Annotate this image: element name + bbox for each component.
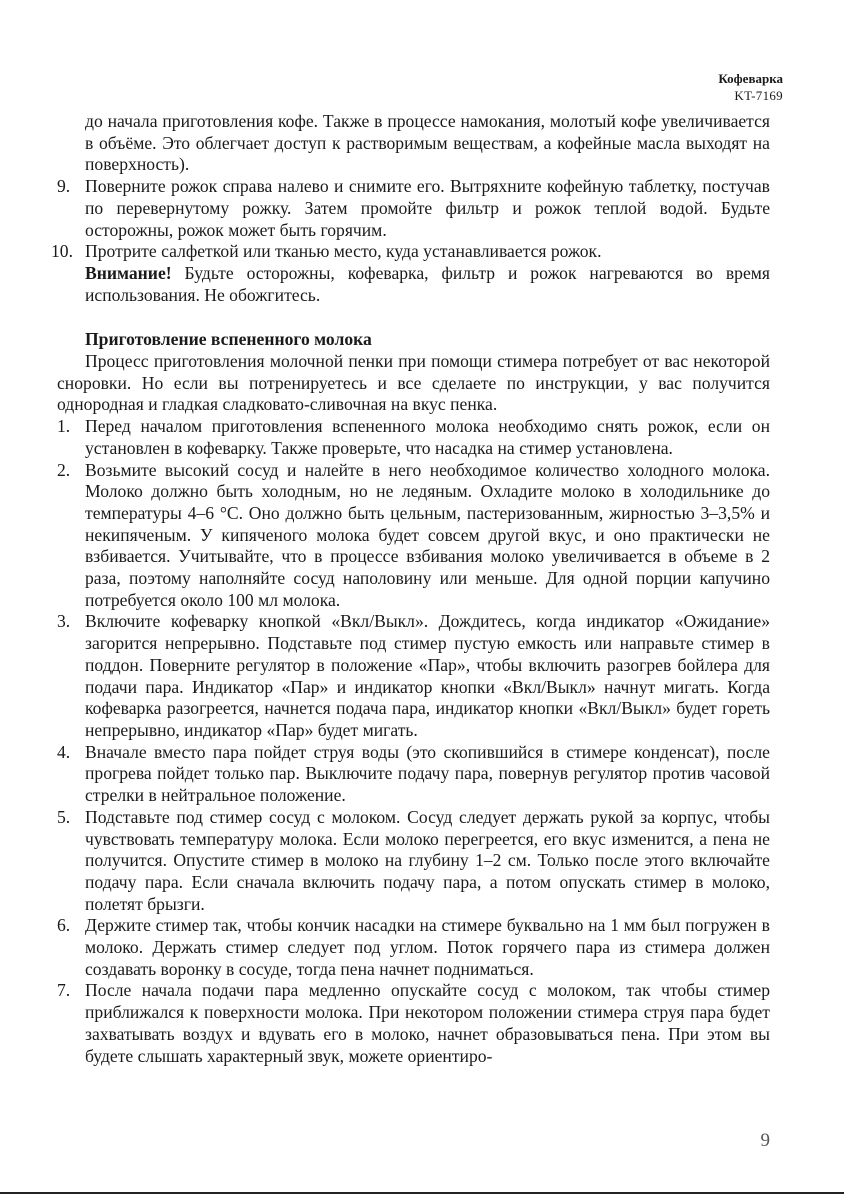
list-number: 4. — [57, 741, 71, 762]
list-item — [57, 742, 770, 807]
list-number: 9. — [57, 176, 71, 197]
list-text: Подставьте под стимер сосуд с молоком. Сосуд следует держать рукой за корпус, чтобы чувствовать температуру молока. Если молоко перегреется, его вкус изменится, а пена не получится. Опустите стимер в молоко на глубину 1–2 см. Только после этого включайте подачу пара. Если сначала включить подачу пара, а потом опускать стимер в молоко, полетят брызги. — [85, 806, 770, 914]
page-header — [718, 70, 783, 104]
list-item — [57, 460, 770, 612]
list-text: Возьмите высокий сосуд и налейте в него необходимое количество холодного молока. Молоко должно быть холодным, но не ледяным. Охладите молоко в холодильнике до температуры 4–6 °С. Оно должно быть цельным, пастеризованным, жирностью 3–3,5% и некипяченым. У кипяченого молока будет совсем другой вкус, и оно практически не взбивается. Учитывайте, что в процессе взбивания молоко увеличивается в объеме в 2 раза, поэтому наполняйте сосуд наполовину или меньше. Для одной порции капучино потребуется около 100 мл молока. — [85, 459, 770, 610]
footer-divider — [0, 1192, 844, 1194]
list-number: 10. — [51, 241, 73, 262]
list-item — [57, 416, 770, 459]
section-intro: Процесс приготовления молочной пенки при помощи стимера потребует от вас некоторой сноровки. Но если вы потренируетесь и все сделаете по инструкции, у вас получится однородная и гладкая сладковато-сливочная на вкус пенка. — [57, 351, 770, 415]
list-text: Держите стимер так, чтобы кончик насадки на стимере буквально на 1 мм был погружен в молоко. Держать стимер следует под углом. Поток горячего пара из стимера должен создавать воронку в сосуде, тогда пена начнет подниматься. — [85, 915, 770, 979]
continuation-text: до начала приготовления кофе. Также в процессе намокания, молотый кофе увеличивается в объёме. Это облегчает доступ к растворимым веществам, а кофейные масла выходят на поверхность). — [85, 111, 770, 175]
product-name: Кофеварка — [718, 71, 783, 86]
list-text: Протрите салфеткой или тканью место, куда устанавливается рожок. — [85, 241, 602, 262]
section-title: Приготовление вспененного молока — [85, 329, 372, 350]
model-number: KT-7169 — [734, 88, 783, 103]
list-text: Вначале вместо пара пойдет струя воды (это скопившийся в стимере конденсат), после прогрева пойдет только пар. Выключите подачу пара, повернув регулятор против часовой стрелки в нейтральное положение. — [85, 741, 770, 806]
list-number: 7. — [57, 980, 71, 1001]
list-item — [57, 915, 770, 980]
list-item-step-9 — [57, 176, 770, 241]
list-text: Включите кофеварку кнопкой «Вкл/Выкл». Дождитесь, когда индикатор «Ожидание» загорится непрерывно. Подставьте под стимер пустую емкость или направьте стимер в поддон. Поверните регулятор в положение «Пар», чтобы включить разогрев бойлера для подачи пара. Индикатор «Пар» и индикатор кнопки «Вкл/Выкл» начнут мигать. Когда кофеварка разогреется, начнется подача пара, индикатор кнопки «Вкл/Выкл» будет гореть непрерывно, индикатор «Пар» будет мигать. — [85, 611, 770, 740]
list-item — [57, 611, 770, 741]
list-item-step-10 — [51, 241, 770, 306]
list-number: 3. — [57, 611, 71, 632]
page-content — [51, 111, 770, 1067]
list-number: 6. — [57, 915, 71, 936]
list-number: 5. — [57, 806, 71, 827]
list-item — [57, 807, 770, 916]
page-number: 9 — [760, 1130, 770, 1151]
list-text: Поверните рожок справа налево и снимите его. Вытряхните кофейную таблетку, постучав по перевернутому рожку. Затем промойте фильтр и рожок теплой водой. Будьте осторожны, рожок может быть горячим. — [85, 176, 770, 240]
list-number: 1. — [57, 416, 71, 437]
list-item — [57, 980, 770, 1067]
warning-label: Внимание! — [85, 262, 172, 283]
list-text: После начала подачи пара медленно опускайте сосуд с молоком, так чтобы стимер приближался к поверхности молока. При некотором положении стимера струя пара будет захватывать воздух и вдувать его в молоко, начнет образовываться пена. При этом вы будете слышать характерный звук, можете ориентиро- — [85, 980, 770, 1066]
warning-text: Будьте осторожны, кофеварка, фильтр и рожок нагреваются во время использования. Не обожгитесь. — [85, 262, 770, 305]
list-text: Перед началом приготовления вспененного молока необходимо снять рожок, если он установлен в кофеварку. Также проверьте, что насадка на стимер установлена. — [85, 416, 770, 458]
list-number: 2. — [57, 459, 71, 480]
